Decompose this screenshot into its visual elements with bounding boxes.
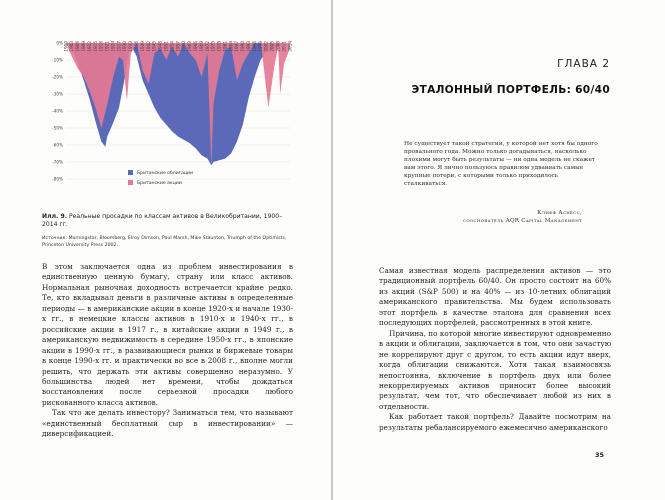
y-axis-ticks <box>52 41 63 182</box>
x-tick-label: 1999 <box>257 41 263 52</box>
legend-label: Британские облигации <box>137 171 194 176</box>
right-paragraph-2: Причина, по которой многие инвестируют одновременно в акции и облигации, заключается в том, что они зачастую не коррелируют друг с другом, то есть акции идут вверх, когда облигации снижаются. Хотя такая взаимосвязь непостоянна, включение в портфель двух или более некоррелируемых активов приносит более высокий результат, чем тот, что обеспечивает любой из них в отдельности. <box>379 328 611 411</box>
page-number: 35 <box>595 451 605 459</box>
x-tick-label: 1990 <box>240 41 246 52</box>
x-tick-label: 1912 <box>86 41 92 52</box>
figure-caption <box>42 213 292 229</box>
x-tick-label: 1927 <box>116 41 122 52</box>
legend-label: Британские акции <box>137 181 182 186</box>
y-tick-label: -30% <box>52 91 63 97</box>
x-tick-label: 1981 <box>222 41 228 52</box>
x-tick-label: 1978 <box>216 41 222 52</box>
epigraph-role: сооснователь AQR Capital Management <box>463 218 582 224</box>
x-tick-label: 1951 <box>163 41 169 52</box>
chapter-title: ЭТАЛОННЫЙ ПОРТФЕЛЬ: 60/40 <box>411 84 610 96</box>
x-tick-label: 1975 <box>210 41 216 52</box>
chapter-number: ГЛАВА 2 <box>557 58 610 70</box>
right-paragraph-3: Как работает такой портфель? Давайте посмотрим на результаты ребалансируемого ежемесячно американского <box>379 412 611 432</box>
x-tick-label: 1903 <box>69 41 75 52</box>
x-tick-label: 1996 <box>251 41 257 52</box>
x-tick-label: 1972 <box>204 41 210 52</box>
y-tick-label: -70% <box>52 159 63 165</box>
x-tick-label: 1933 <box>128 41 134 52</box>
epigraph: Не существует такой стратегии, у которой нет хотя бы одного провального года. Можно только догадываться, насколько плохими могут быть результаты — ни одна модель не скажет вам этого. Я лично пользуюсь правилом удваивать самые крупные потери, с которыми только приходилось сталкиваться. <box>404 141 598 188</box>
x-tick-label: 2014 <box>287 41 293 52</box>
x-tick-label: 1930 <box>122 41 128 52</box>
y-tick-label: -50% <box>52 125 63 131</box>
x-tick-label: 1921 <box>104 41 110 52</box>
x-tick-label: 1945 <box>151 41 157 52</box>
x-tick-label: 2011 <box>281 41 287 52</box>
x-tick-label: 1993 <box>246 41 252 52</box>
figure-source: Источник: Morningstar, Bloomberg, Elroy Dimson, Paul Marsh, Mike Staunton, Triumph of the Optimists, Princeton University Press 2002. <box>42 236 287 248</box>
x-tick-label: 1966 <box>192 41 198 52</box>
x-tick-label: 1900 <box>63 41 69 52</box>
x-tick-label: 1918 <box>98 41 104 52</box>
x-tick-label: 1954 <box>169 41 175 52</box>
x-tick-label: 1960 <box>181 41 187 52</box>
left-body-text <box>42 262 293 440</box>
y-tick-label: -20% <box>52 74 63 80</box>
epigraph-attribution <box>430 209 582 225</box>
x-tick-label: 1924 <box>110 41 116 52</box>
x-tick-label: 1963 <box>187 41 193 52</box>
right-paragraph-1: Самая известная модель распределения активов — это традиционный портфель 60/40. Он просто состоит на 60% из акций (S&P 500) и на 40% — из 10-летних облигаций американского правительства. Мы будем использовать этот портфель в качестве эталона для сравнения всех последующих портфелей, рассмотренных в этой книге. <box>379 266 611 328</box>
x-tick-label: 1906 <box>75 41 81 52</box>
x-tick-label: 1936 <box>134 41 140 52</box>
x-tick-label: 1909 <box>80 41 86 52</box>
y-tick-label: -60% <box>52 142 63 148</box>
figure-caption-text: Реальные просадки по классам активов в Великобритании, 1900–2014 гг. <box>42 213 283 228</box>
x-tick-label: 2008 <box>275 41 281 52</box>
y-tick-label: 0% <box>56 40 63 46</box>
x-tick-label: 1942 <box>145 41 151 52</box>
x-axis-ticks <box>63 41 292 52</box>
y-tick-label: -40% <box>52 108 63 114</box>
right-body-text <box>379 266 611 433</box>
x-tick-label: 1987 <box>234 41 240 52</box>
y-tick-label: -80% <box>52 176 63 182</box>
drawdown-chart <box>42 34 294 202</box>
epigraph-author: Клифф Аснесс, <box>537 210 582 216</box>
chart-legend <box>128 170 193 186</box>
x-tick-label: 1957 <box>175 41 181 52</box>
left-paragraph-2: Так что же делать инвестору? Заниматься тем, что называют «единственный бесплатный сыр в инвестировании» — диверсификацией. <box>42 408 293 439</box>
legend-swatch <box>128 170 133 175</box>
x-tick-label: 2005 <box>269 41 275 52</box>
x-tick-label: 1915 <box>92 41 98 52</box>
legend-swatch <box>128 180 133 185</box>
y-tick-label: -10% <box>52 57 63 63</box>
x-tick-label: 1939 <box>139 41 145 52</box>
figure-label: Илл. 9. <box>42 213 68 220</box>
x-tick-label: 1969 <box>198 41 204 52</box>
x-tick-label: 1984 <box>228 41 234 52</box>
left-paragraph-1: В этом заключается одна из проблем инвестирования в единственную ценную бумагу, страну или класс активов. Нормальная рыночная доходность встречается крайне редко. Те, кто вкладывал деньги в различные активы в определенные периоды — в американские акции в конце 1920-х и начале 1930-х гг., в немецкие классы активов в 1910-х и 1940-х гг., в российские акции в 1917 г., в китайские акции в 1949 г., в американскую недвижимость в середине 1950-х гг., в японские акции в 1990-х гг., в развивающиеся рынки и биржевые товары в конце 1990-х гг. и практически во все в 2008 г., вполне могли решить, что держать эти активы совершенно неразумно. У большинства людей нет времени, чтобы дождаться восстановления после серьезной просадки любого рискованного класса активов. <box>42 262 293 407</box>
x-tick-label: 2002 <box>263 41 269 52</box>
x-tick-label: 1948 <box>157 41 163 52</box>
